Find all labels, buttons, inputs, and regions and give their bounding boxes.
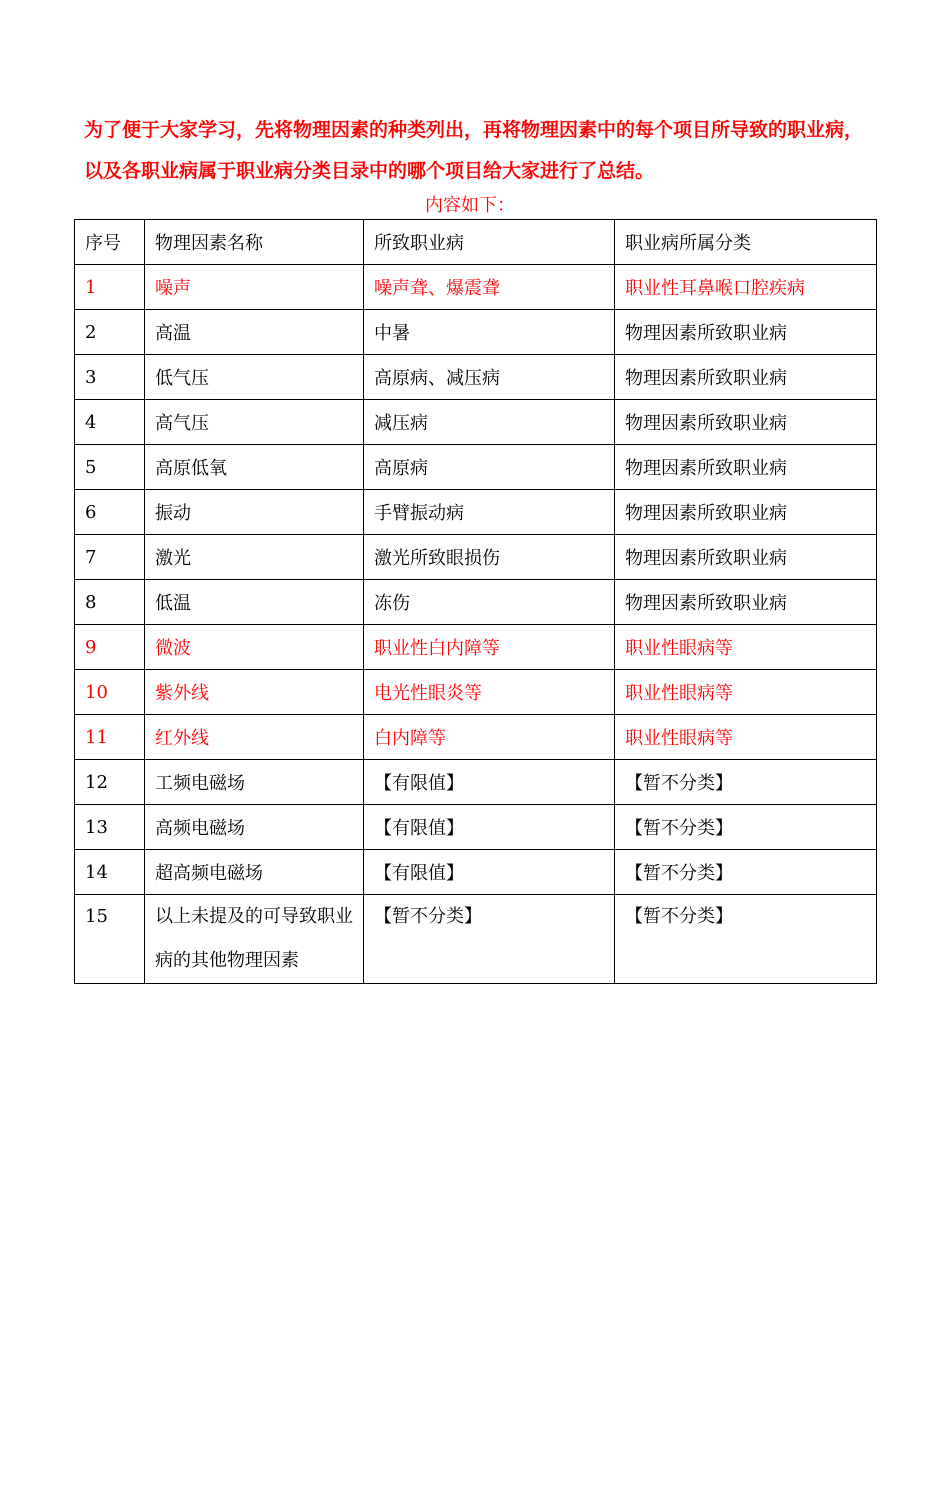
row-disease: 职业性白内障等 xyxy=(364,625,615,670)
row-no: 12 xyxy=(75,760,145,805)
row-factor: 高温 xyxy=(145,310,364,355)
row-no: 9 xyxy=(75,625,145,670)
row-disease: 高原病 xyxy=(364,445,615,490)
row-disease: 电光性眼炎等 xyxy=(364,670,615,715)
row-category: 【暂不分类】 xyxy=(615,895,877,984)
table-header-row xyxy=(75,220,877,265)
table-row xyxy=(75,265,877,310)
row-category: 物理因素所致职业病 xyxy=(615,490,877,535)
row-factor: 红外线 xyxy=(145,715,364,760)
header-factor: 物理因素名称 xyxy=(145,220,364,265)
row-no: 3 xyxy=(75,355,145,400)
table-row xyxy=(75,760,877,805)
row-no: 6 xyxy=(75,490,145,535)
row-disease: 【有限值】 xyxy=(364,850,615,895)
row-disease: 白内障等 xyxy=(364,715,615,760)
row-no: 2 xyxy=(75,310,145,355)
row-disease: 【有限值】 xyxy=(364,760,615,805)
table-row xyxy=(75,445,877,490)
row-no: 11 xyxy=(75,715,145,760)
row-disease: 噪声聋、爆震聋 xyxy=(364,265,615,310)
row-factor: 高原低氧 xyxy=(145,445,364,490)
row-no: 15 xyxy=(75,895,145,984)
row-category: 物理因素所致职业病 xyxy=(615,580,877,625)
row-category: 【暂不分类】 xyxy=(615,850,877,895)
row-disease: 激光所致眼损伤 xyxy=(364,535,615,580)
table-row xyxy=(75,535,877,580)
row-factor: 噪声 xyxy=(145,265,364,310)
header-no: 序号 xyxy=(75,220,145,265)
row-factor: 高频电磁场 xyxy=(145,805,364,850)
table-row xyxy=(75,805,877,850)
row-factor: 高气压 xyxy=(145,400,364,445)
table-row xyxy=(75,400,877,445)
row-disease: 高原病、减压病 xyxy=(364,355,615,400)
row-factor: 紫外线 xyxy=(145,670,364,715)
table-row xyxy=(75,850,877,895)
row-no: 4 xyxy=(75,400,145,445)
row-category: 【暂不分类】 xyxy=(615,760,877,805)
row-factor: 振动 xyxy=(145,490,364,535)
row-no: 10 xyxy=(75,670,145,715)
table-row xyxy=(75,490,877,535)
row-category: 物理因素所致职业病 xyxy=(615,445,877,490)
header-category: 职业病所属分类 xyxy=(615,220,877,265)
row-disease: 冻伤 xyxy=(364,580,615,625)
row-factor: 低温 xyxy=(145,580,364,625)
row-category: 物理因素所致职业病 xyxy=(615,355,877,400)
intro-paragraph: 为了便于大家学习，先将物理因素的种类列出，再将物理因素中的每个项目所导致的职业病，以及各职业病属于职业病分类目录中的哪个项目给大家进行了总结。 xyxy=(84,119,864,182)
row-category: 物理因素所致职业病 xyxy=(615,535,877,580)
row-factor: 激光 xyxy=(145,535,364,580)
row-category: 职业性眼病等 xyxy=(615,670,877,715)
row-factor: 以上未提及的可导致职业病的其他物理因素 xyxy=(145,895,364,984)
physical-factors-table xyxy=(74,219,877,984)
row-category: 物理因素所致职业病 xyxy=(615,400,877,445)
row-disease: 减压病 xyxy=(364,400,615,445)
row-category: 职业性眼病等 xyxy=(615,625,877,670)
row-category: 职业性耳鼻喉口腔疾病 xyxy=(615,265,877,310)
table-caption: 内容如下： xyxy=(425,195,515,216)
row-factor: 工频电磁场 xyxy=(145,760,364,805)
row-category: 物理因素所致职业病 xyxy=(615,310,877,355)
row-no: 8 xyxy=(75,580,145,625)
table-row xyxy=(75,715,877,760)
row-no: 1 xyxy=(75,265,145,310)
header-disease: 所致职业病 xyxy=(364,220,615,265)
table-row xyxy=(75,670,877,715)
row-category: 职业性眼病等 xyxy=(615,715,877,760)
row-disease: 中暑 xyxy=(364,310,615,355)
row-disease: 手臂振动病 xyxy=(364,490,615,535)
table-row xyxy=(75,895,877,984)
row-no: 5 xyxy=(75,445,145,490)
row-disease: 【有限值】 xyxy=(364,805,615,850)
row-factor: 微波 xyxy=(145,625,364,670)
row-factor: 超高频电磁场 xyxy=(145,850,364,895)
row-factor: 低气压 xyxy=(145,355,364,400)
row-category: 【暂不分类】 xyxy=(615,805,877,850)
table-row xyxy=(75,355,877,400)
row-no: 7 xyxy=(75,535,145,580)
table-row xyxy=(75,580,877,625)
row-no: 14 xyxy=(75,850,145,895)
row-no: 13 xyxy=(75,805,145,850)
table-row xyxy=(75,310,877,355)
row-disease: 【暂不分类】 xyxy=(364,895,615,984)
table-row xyxy=(75,625,877,670)
